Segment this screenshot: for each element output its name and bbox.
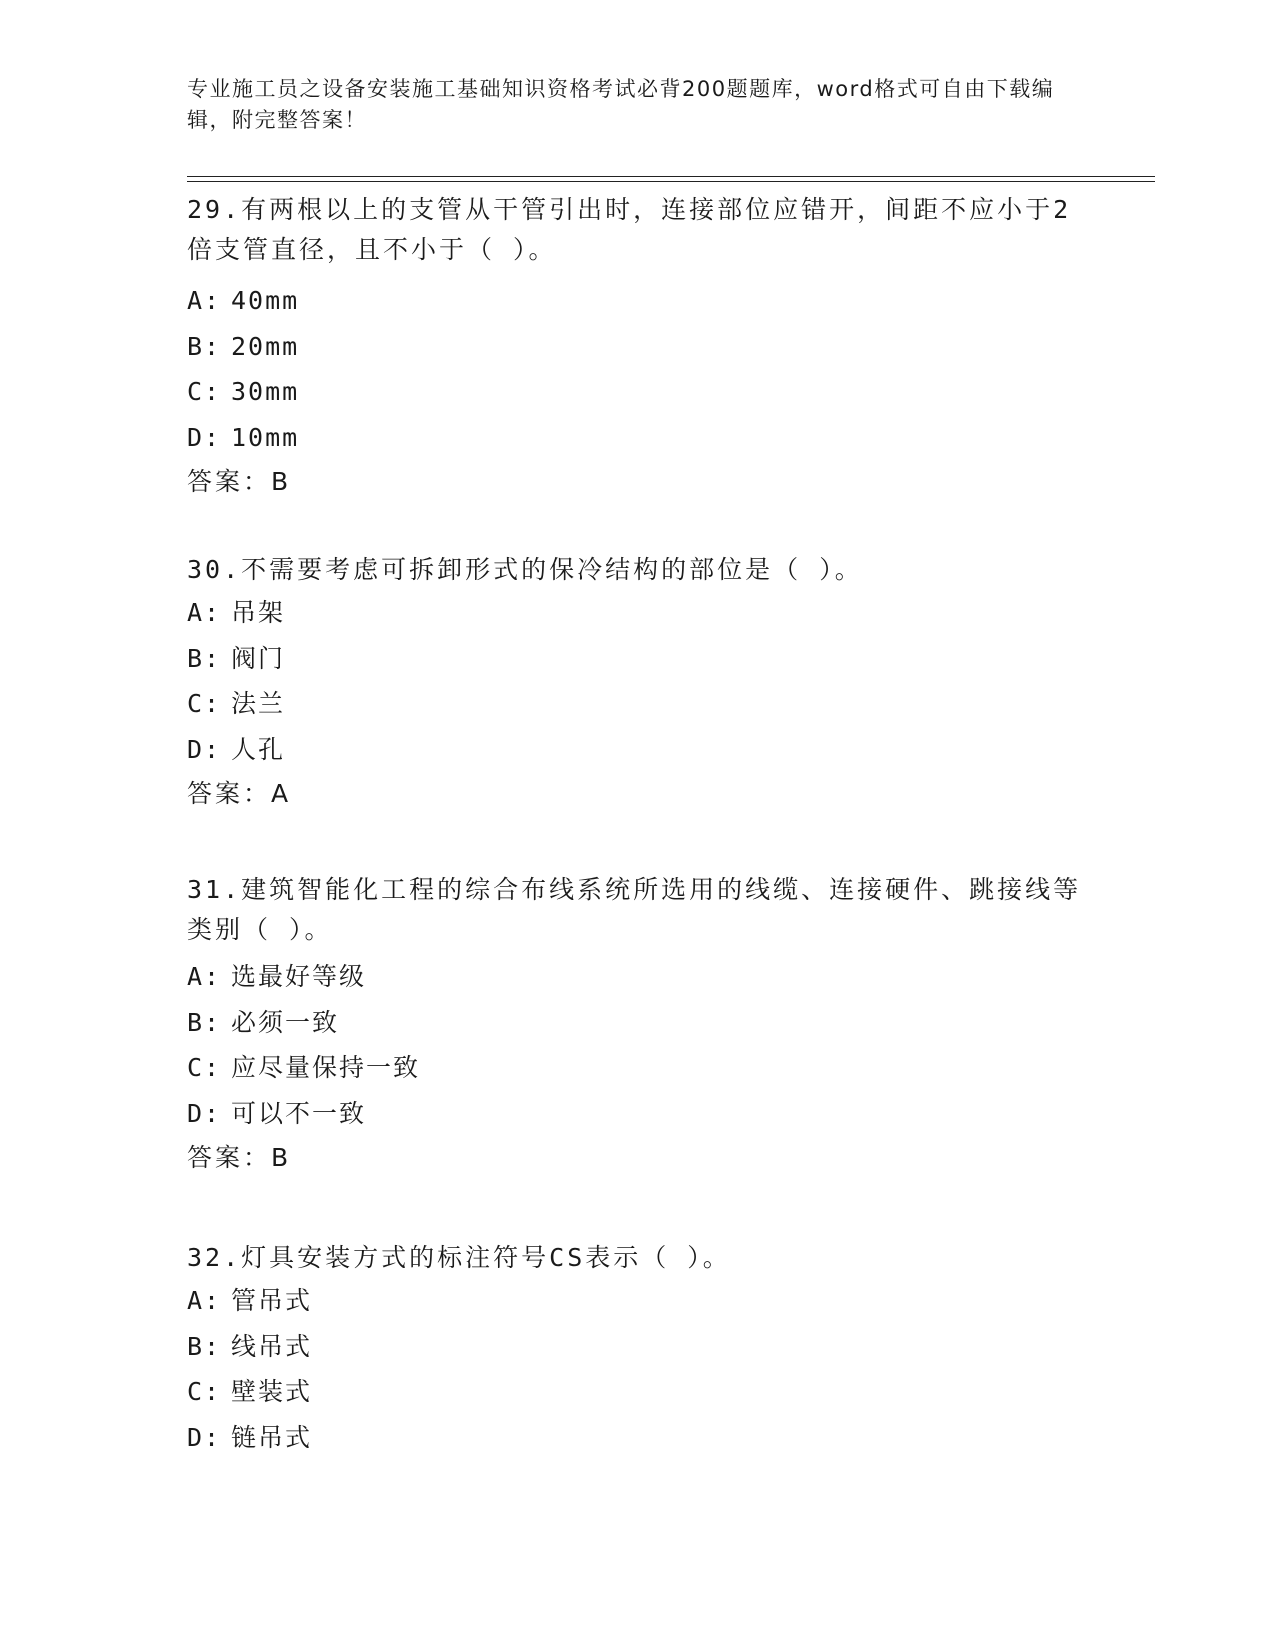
- option-text: 选最好等级: [231, 962, 367, 991]
- option-text: 吊架: [231, 598, 286, 627]
- option-b: [187, 636, 1087, 682]
- option-c: [187, 681, 1087, 727]
- option-c: [187, 369, 1087, 415]
- option-letter: D:: [187, 422, 222, 452]
- option-list: [187, 278, 1087, 460]
- option-list: [187, 1278, 1087, 1460]
- option-a: [187, 278, 1087, 324]
- option-letter: C:: [187, 377, 222, 406]
- option-letter: B:: [187, 331, 222, 361]
- option-letter: A:: [187, 1286, 222, 1315]
- option-text: 20mm: [231, 331, 300, 361]
- option-text: 10mm: [231, 422, 300, 452]
- option-letter: C:: [187, 1053, 222, 1082]
- option-letter: D:: [187, 1422, 222, 1452]
- answer-line: 答案：B: [187, 1143, 292, 1172]
- option-list: [187, 590, 1087, 772]
- option-a: [187, 954, 1087, 1000]
- option-b: [187, 1324, 1087, 1370]
- option-letter: B:: [187, 643, 222, 673]
- question-stem: 32.灯具安装方式的标注符号CS表示（ ）。: [187, 1243, 731, 1272]
- option-letter: A:: [187, 962, 222, 991]
- option-d: [187, 727, 1087, 773]
- option-text: 40mm: [231, 286, 300, 315]
- option-d: [187, 1415, 1087, 1461]
- document-header: 专业施工员之设备安装施工基础知识资格考试必背200题题库，word格式可自由下载编辑，附完整答案！: [187, 77, 1055, 132]
- option-d: [187, 1091, 1087, 1137]
- question-30: [187, 550, 1087, 816]
- option-c: [187, 1369, 1087, 1415]
- question-stem: 29.有两根以上的支管从干管引出时，连接部位应错开，间距不应小于2倍支管直径，且不小于（ ）。: [187, 195, 1072, 264]
- option-text: 线吊式: [231, 1331, 313, 1361]
- option-letter: A:: [187, 598, 222, 627]
- answer-line: 答案：A: [187, 779, 292, 808]
- option-letter: C:: [187, 689, 222, 718]
- option-text: 30mm: [231, 377, 300, 406]
- option-text: 法兰: [231, 689, 286, 718]
- option-text: 壁装式: [231, 1377, 313, 1406]
- option-text: 阀门: [231, 643, 286, 673]
- question-stem: 31.建筑智能化工程的综合布线系统所选用的线缆、连接硬件、跳接线等类别（ ）。: [187, 875, 1082, 944]
- option-text: 链吊式: [231, 1422, 313, 1452]
- option-c: [187, 1045, 1087, 1091]
- option-letter: B:: [187, 1007, 222, 1037]
- option-d: [187, 415, 1087, 461]
- question-32: [187, 1238, 1087, 1460]
- question-stem: 30.不需要考虑可拆卸形式的保冷结构的部位是（ ）。: [187, 555, 863, 584]
- option-a: [187, 1278, 1087, 1324]
- option-b: [187, 324, 1087, 370]
- answer-line: 答案：B: [187, 467, 292, 496]
- option-text: 必须一致: [231, 1007, 340, 1037]
- option-list: [187, 954, 1087, 1136]
- option-b: [187, 1000, 1087, 1046]
- option-letter: C:: [187, 1377, 222, 1406]
- option-letter: D:: [187, 734, 222, 764]
- option-letter: B:: [187, 1331, 222, 1361]
- option-text: 管吊式: [231, 1286, 313, 1315]
- option-text: 可以不一致: [231, 1098, 367, 1128]
- question-31: [187, 870, 1087, 1180]
- option-letter: A:: [187, 286, 222, 315]
- question-29: [187, 190, 1087, 504]
- option-a: [187, 590, 1087, 636]
- option-letter: D:: [187, 1098, 222, 1128]
- header-divider-top: [187, 176, 1155, 177]
- option-text: 应尽量保持一致: [231, 1053, 421, 1082]
- option-text: 人孔: [231, 734, 286, 764]
- header-divider-bottom: [187, 181, 1155, 182]
